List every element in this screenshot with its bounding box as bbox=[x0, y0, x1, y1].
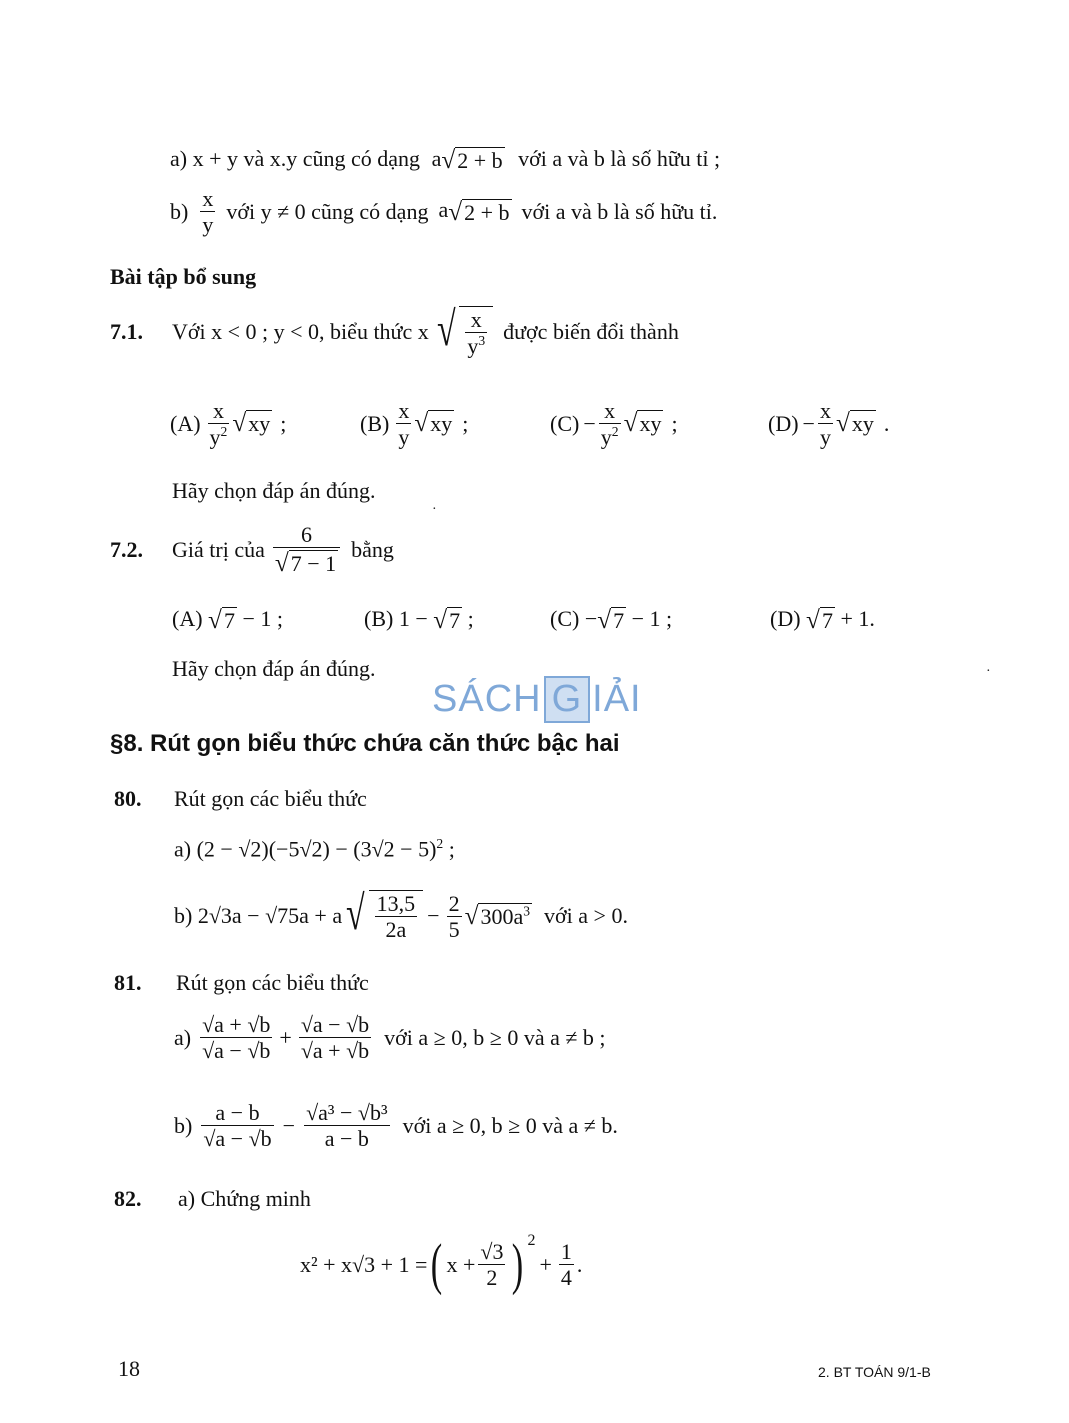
line-b: b) $\frac{x}{y}$ với y ≠ 0 cũng có dạng a√2 + b với a và b là số hữu tỉ. bbox=[170, 186, 718, 238]
problem-82: 82. a) Chứng minh bbox=[114, 1186, 311, 1211]
fraction-1: $\frac{√a + √b}{√a - √b}$ bbox=[202, 1012, 271, 1064]
p81-b: b) $\frac{a - b}{√a - √b}$ − $\frac{\text{√a³ − √b³}}{a - b}$ với a ≥ 0, b ≥ 0 và a ≠ b. bbox=[174, 1100, 618, 1152]
p71-option: (B) $\frac{x}{y}$ √xy ; bbox=[360, 398, 469, 450]
form-expression-b: a√2 + b bbox=[438, 197, 510, 226]
p72-option: (B) 1 − √7 ; bbox=[364, 606, 474, 635]
p72-choose: Hãy chọn đáp án đúng. bbox=[172, 656, 376, 681]
sqrt-x-over-y3: √ $\frac{x}{y^3}$ bbox=[433, 306, 493, 359]
supplement-heading: Bài tập bổ sung bbox=[110, 264, 257, 289]
p81-a: a) $\frac{√a + √b}{√a - √b}$ + $\frac{√a - √b}{√a + √b}$ với a ≥ 0, b ≥ 0 và a ≠ b ; bbox=[174, 1012, 606, 1064]
p80-a: a) $(2 - √2)(-5√2) - (3√2 - 5)^2$ ; bbox=[174, 836, 455, 862]
p71-options bbox=[170, 398, 930, 450]
speck-right: · bbox=[986, 664, 991, 679]
p71-option: (A) $\frac{x}{y^2}$ √xy ; bbox=[170, 398, 287, 450]
section-title: §8. Rút gọn biểu thức chứa căn thức bậc hai bbox=[110, 730, 620, 757]
page-number: 18 bbox=[118, 1356, 140, 1381]
fraction-3: $\frac{a - b}{√a - √b}$ bbox=[203, 1100, 272, 1152]
speck: · bbox=[432, 502, 437, 517]
problem-80: 80. Rút gọn các biểu thức bbox=[114, 786, 367, 811]
p71-option: (D) − $\frac{x}{y}$ √xy . bbox=[768, 398, 890, 450]
form-expression: a√2 + b bbox=[431, 146, 503, 175]
x-over-y-fraction: $\frac{x}{y}$ bbox=[202, 186, 214, 238]
p72-option: (C) −√7 − 1 ; bbox=[550, 606, 673, 635]
fraction-2: $\frac{√a - √b}{√a + √b}$ bbox=[300, 1012, 370, 1064]
p72-options bbox=[172, 606, 932, 635]
p72-option: (D) √7 + 1. bbox=[770, 606, 875, 635]
problem-7-1: 7.1. Với x < 0 ; y < 0, biểu thức x √ $\frac{x}{y^3}$ được biến đổi thành bbox=[110, 303, 679, 359]
two-fifths: $\frac{2}{5}$ bbox=[448, 890, 460, 942]
six-over-sqrt7-minus-1: $\frac{6}{√7 - 1}$ bbox=[273, 522, 340, 578]
fraction-4: $\frac{\text{√a³ − √b³}}{a - b}$ bbox=[306, 1100, 388, 1152]
watermark-logo: SÁCH G IẢI bbox=[432, 676, 642, 723]
p82-identity: x² + x√3 + 1 = ( x + $\frac{√3}{2}$ ) $^2$ + $\frac{1}{4}$ . bbox=[300, 1232, 583, 1296]
sqrt3-over-2: $\frac{√3}{2}$ bbox=[480, 1238, 504, 1290]
one-quarter: $\frac{1}{4}$ bbox=[560, 1238, 572, 1290]
p71-option: (C) − $\frac{x}{y^2}$ √xy ; bbox=[550, 398, 678, 450]
p71-choose: Hãy chọn đáp án đúng. bbox=[172, 478, 376, 503]
problem-81: 81. Rút gọn các biểu thức bbox=[114, 970, 369, 995]
footer-label: 2. BT TOÁN 9/1-B bbox=[818, 1364, 931, 1380]
line-a: a) x + y và x.y cũng có dạng a√2 + b với a và b là số hữu tỉ ; bbox=[170, 146, 721, 175]
p80-b: b) 2√3a − √75a + a √ $\frac{13,5}{2a}$ − $\frac{2}{5}$ $√300a^3$ với a > 0. bbox=[174, 887, 628, 943]
p72-option: (A) √7 − 1 ; bbox=[172, 606, 283, 635]
sqrt-fraction: √ $\frac{13,5}{2a}$ bbox=[342, 890, 423, 943]
problem-7-2: 7.2. Giá trị của $\frac{6}{√7 - 1}$ bằng bbox=[110, 522, 394, 577]
